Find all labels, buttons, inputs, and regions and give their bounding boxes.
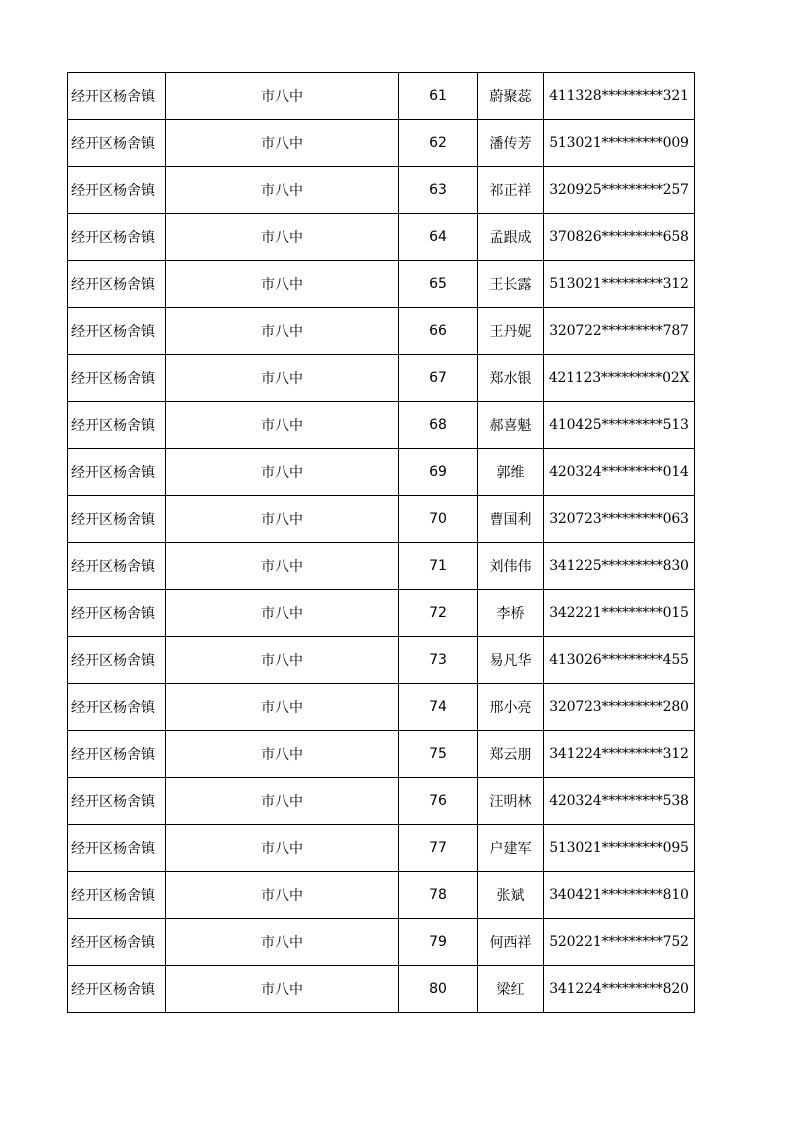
district-cell: 经开区杨舍镇 (68, 120, 166, 167)
person-name-cell: 郝喜魁 (478, 402, 544, 449)
school-cell: 市八中 (166, 731, 399, 778)
id-number-cell: 341225*********830 (544, 543, 695, 590)
serial-number-cell: 61 (399, 73, 478, 120)
id-number-cell: 420324*********014 (544, 449, 695, 496)
id-number-cell: 341224*********820 (544, 966, 695, 1013)
table-row (68, 778, 695, 825)
id-number-cell: 421123*********02X (544, 355, 695, 402)
id-number-cell: 320723*********280 (544, 684, 695, 731)
person-name-cell: 曹国利 (478, 496, 544, 543)
district-cell: 经开区杨舍镇 (68, 684, 166, 731)
district-cell: 经开区杨舍镇 (68, 919, 166, 966)
table-row (68, 966, 695, 1013)
roster-table-body (68, 73, 695, 1013)
district-cell: 经开区杨舍镇 (68, 731, 166, 778)
person-name-cell: 邢小亮 (478, 684, 544, 731)
id-number-cell: 370826*********658 (544, 214, 695, 261)
district-cell: 经开区杨舍镇 (68, 825, 166, 872)
roster-table (67, 72, 695, 1013)
serial-number-cell: 64 (399, 214, 478, 261)
person-name-cell: 郑水银 (478, 355, 544, 402)
serial-number-cell: 74 (399, 684, 478, 731)
district-cell: 经开区杨舍镇 (68, 308, 166, 355)
district-cell: 经开区杨舍镇 (68, 496, 166, 543)
table-row (68, 355, 695, 402)
serial-number-cell: 69 (399, 449, 478, 496)
school-cell: 市八中 (166, 355, 399, 402)
school-cell: 市八中 (166, 966, 399, 1013)
id-number-cell: 340421*********810 (544, 872, 695, 919)
school-cell: 市八中 (166, 778, 399, 825)
serial-number-cell: 68 (399, 402, 478, 449)
person-name-cell: 李桥 (478, 590, 544, 637)
serial-number-cell: 63 (399, 167, 478, 214)
id-number-cell: 513021*********095 (544, 825, 695, 872)
table-row (68, 261, 695, 308)
school-cell: 市八中 (166, 496, 399, 543)
table-row (68, 684, 695, 731)
school-cell: 市八中 (166, 261, 399, 308)
table-row (68, 167, 695, 214)
person-name-cell: 汪明林 (478, 778, 544, 825)
id-number-cell: 413026*********455 (544, 637, 695, 684)
id-number-cell: 341224*********312 (544, 731, 695, 778)
id-number-cell: 320925*********257 (544, 167, 695, 214)
school-cell: 市八中 (166, 120, 399, 167)
school-cell: 市八中 (166, 543, 399, 590)
person-name-cell: 张斌 (478, 872, 544, 919)
table-row (68, 402, 695, 449)
table-row (68, 590, 695, 637)
person-name-cell: 王丹妮 (478, 308, 544, 355)
person-name-cell: 潘传芳 (478, 120, 544, 167)
table-row (68, 120, 695, 167)
school-cell: 市八中 (166, 684, 399, 731)
serial-number-cell: 80 (399, 966, 478, 1013)
serial-number-cell: 65 (399, 261, 478, 308)
school-cell: 市八中 (166, 167, 399, 214)
school-cell: 市八中 (166, 872, 399, 919)
serial-number-cell: 66 (399, 308, 478, 355)
person-name-cell: 易凡华 (478, 637, 544, 684)
table-row (68, 872, 695, 919)
district-cell: 经开区杨舍镇 (68, 778, 166, 825)
table-row (68, 496, 695, 543)
id-number-cell: 320722*********787 (544, 308, 695, 355)
person-name-cell: 王长露 (478, 261, 544, 308)
district-cell: 经开区杨舍镇 (68, 261, 166, 308)
id-number-cell: 513021*********009 (544, 120, 695, 167)
id-number-cell: 411328*********321 (544, 73, 695, 120)
district-cell: 经开区杨舍镇 (68, 966, 166, 1013)
person-name-cell: 郑云朋 (478, 731, 544, 778)
table-row (68, 449, 695, 496)
serial-number-cell: 78 (399, 872, 478, 919)
district-cell: 经开区杨舍镇 (68, 355, 166, 402)
school-cell: 市八中 (166, 308, 399, 355)
person-name-cell: 户建军 (478, 825, 544, 872)
person-name-cell: 刘伟伟 (478, 543, 544, 590)
school-cell: 市八中 (166, 214, 399, 261)
district-cell: 经开区杨舍镇 (68, 872, 166, 919)
district-cell: 经开区杨舍镇 (68, 543, 166, 590)
serial-number-cell: 75 (399, 731, 478, 778)
serial-number-cell: 72 (399, 590, 478, 637)
table-row (68, 73, 695, 120)
serial-number-cell: 62 (399, 120, 478, 167)
id-number-cell: 320723*********063 (544, 496, 695, 543)
school-cell: 市八中 (166, 73, 399, 120)
person-name-cell: 何西祥 (478, 919, 544, 966)
serial-number-cell: 73 (399, 637, 478, 684)
table-row (68, 214, 695, 261)
serial-number-cell: 67 (399, 355, 478, 402)
id-number-cell: 520221*********752 (544, 919, 695, 966)
table-row (68, 637, 695, 684)
serial-number-cell: 71 (399, 543, 478, 590)
district-cell: 经开区杨舍镇 (68, 402, 166, 449)
id-number-cell: 513021*********312 (544, 261, 695, 308)
district-cell: 经开区杨舍镇 (68, 214, 166, 261)
id-number-cell: 342221*********015 (544, 590, 695, 637)
table-row (68, 825, 695, 872)
serial-number-cell: 79 (399, 919, 478, 966)
person-name-cell: 梁红 (478, 966, 544, 1013)
person-name-cell: 孟跟成 (478, 214, 544, 261)
school-cell: 市八中 (166, 590, 399, 637)
id-number-cell: 420324*********538 (544, 778, 695, 825)
person-name-cell: 郭维 (478, 449, 544, 496)
table-row (68, 919, 695, 966)
district-cell: 经开区杨舍镇 (68, 590, 166, 637)
district-cell: 经开区杨舍镇 (68, 73, 166, 120)
district-cell: 经开区杨舍镇 (68, 449, 166, 496)
school-cell: 市八中 (166, 637, 399, 684)
school-cell: 市八中 (166, 919, 399, 966)
serial-number-cell: 77 (399, 825, 478, 872)
school-cell: 市八中 (166, 449, 399, 496)
id-number-cell: 410425*********513 (544, 402, 695, 449)
person-name-cell: 祁正祥 (478, 167, 544, 214)
district-cell: 经开区杨舍镇 (68, 637, 166, 684)
serial-number-cell: 70 (399, 496, 478, 543)
table-row (68, 543, 695, 590)
school-cell: 市八中 (166, 825, 399, 872)
person-name-cell: 蔚聚蕊 (478, 73, 544, 120)
district-cell: 经开区杨舍镇 (68, 167, 166, 214)
table-row (68, 308, 695, 355)
table-row (68, 731, 695, 778)
serial-number-cell: 76 (399, 778, 478, 825)
school-cell: 市八中 (166, 402, 399, 449)
